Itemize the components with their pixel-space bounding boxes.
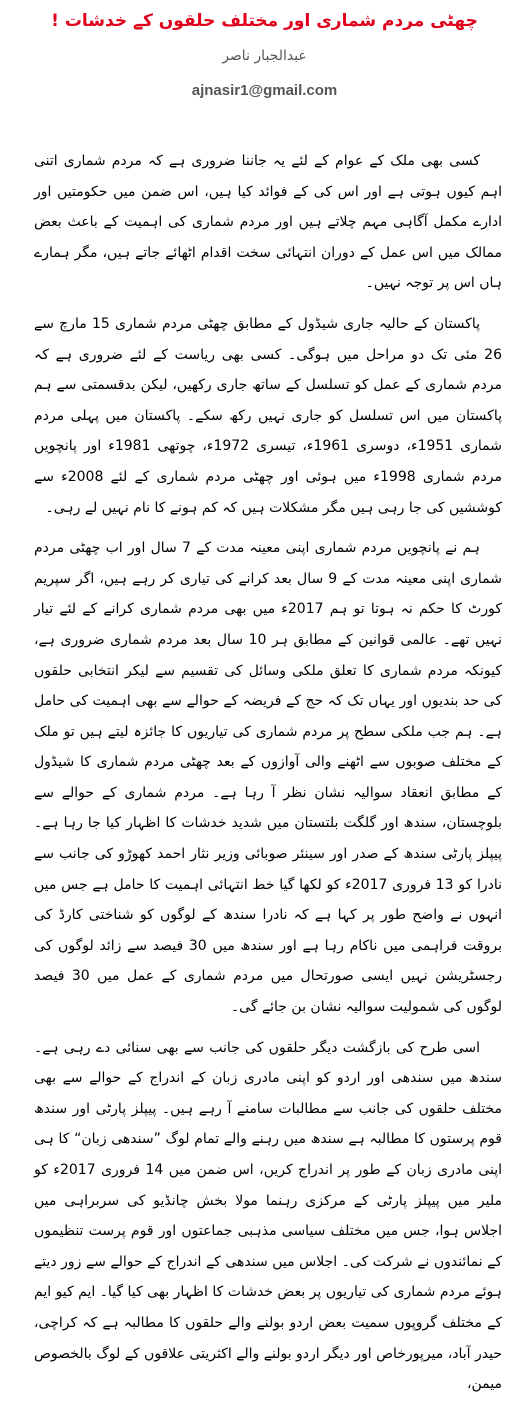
author-email: ajnasir1@gmail.com [191,82,338,99]
article-paragraph: اسی طرح کی بازگشت دیگر حلقوں کی جانب سے بھی سنائی دے رہی ہے۔ سندھ میں سندھی اور اردو کو اپنی مادری زبان کے اندراج کے حوالے سے بھی مختلف حلقوں کی جانب سے مطالبات سامنے آ رہے ہیں۔ پیپلز پارٹی اور سندھ قوم پرستوں کا مطالبہ ہے سندھ میں رہنے والے تمام لوگ ”سندھی زبان“ کا ہی اپنی مادری زبان کے طور پر اندراج کریں، اس ضمن میں 14 فروری 2017ء کو ملیر میں پیپلز پارٹی کے مرکزی رہنما مولا بخش چانڈیو کی سربراہی میں اجلاس ہوا، جس میں مختلف سیاسی مذہبی جماعتوں اور قوم پرست تنظیموں کے نمائندوں نے شرکت کی۔ اجلاس میں سندھی کے اندراج کے حوالے سے زور دیتے ہوئے مردم شماری کی تیاریوں پر بعض خدشات کا اظہار بھی کیا گیا۔ ایم کیو ایم کے مختلف گروپوں سمیت بعض اردو بولنے والے حلقوں کا مطالبہ ہے کہ کراچی، حیدر آباد، میرپورخاص اور دیگر اردو بولنے والے اکثریتی علاقوں کے لوگ بالخصوص میمن، [34,1039,503,1393]
article-body [34,146,502,1410]
author-name: عبدالجبار ناصر [222,48,307,64]
article-paragraph: پاکستان کے حالیہ جاری شیڈول کے مطابق چھٹی مردم شماری 15 مارچ سے 26 مئی تک دو مراحل میں ہوگی۔ کسی بھی ریاست کے لئے ضروری ہے کہ مردم شماری کے عمل کو تسلسل کے ساتھ جاری رکھیں، لیکن بدقسمتی سے ہم پاکستان میں اس تسلسل کو جاری نہیں رکھ سکے۔ پاکستان میں پہلی مردم شماری 1951ء، دوسری 1961ء، تیسری 1972ء، چوتھی 1981ء اور پانچویں مردم شماری 1998ء میں ہوئی اور چھٹی مردم شماری کے لئے 2008ء سے کوششیں کی جا رہی ہیں مگر مشکلات ہیں کہ کم ہونے کا نام نہیں لے رہی۔ [34,315,502,516]
article-title: چھٹی مردم شماری اور مختلف حلقوں کے خدشات ! [51,11,478,31]
article-paragraph: ہم نے پانچویں مردم شماری اپنی معینہ مدت کے 7 سال اور اب چھٹی مردم شماری اپنی معینہ مدت کے 9 سال بعد کرانے کی تیاری کر رہے ہیں، اگر سپریم کورٹ کا حکم نہ ہوتا تو ہم 2017ء میں بھی مردم شماری کرانے کے لئے تیار نہیں تھے۔ عالمی قوانین کے مطابق ہر 10 سال بعد مردم شماری ضروری ہے، کیونکہ مردم شماری کا تعلق ملکی وسائل کی تقسیم سے لیکر انتخابی حلقوں کی حد بندیوں اور یہاں تک کہ حج کے فریضہ کے حوالے سے بھی اہمیت کی حامل ہے۔ ہم جب ملکی سطح پر مردم شماری کی تیاریوں کا جائزہ لیتے ہیں تو ملک کے مختلف صوبوں سے اٹھنے والی آوازوں کے بعد چھٹی مردم شماری کا شیڈول کے مطابق انعقاد سوالیہ نشان نظر آ رہا ہے۔ مردم شماری کے حوالے سے بلوچستان، سندھ اور گلگت بلتستان میں شدید خدشات کا اظہار کیا جا رہا ہے۔ پیپلز پارٹی سندھ کے صدر اور سینئر صوبائی وزیر نثار احمد کھوڑو کی جانب سے نادرا کو 13 فروری 2017ء کو لکھا گیا خط انتہائی اہمیت کا حامل ہے جس میں انہوں نے واضح طور پر کہا ہے کہ نادرا سندھ کے لوگوں کو شناختی کارڈ کی بروقت فراہمی میں ناکام رہا ہے اور سندھ میں 30 فیصد سے زائد لوگوں کی رجسٹریشن نہیں ایسی صورتحال میں مردم شماری کے عمل میں 30 فیصد لوگوں کی شمولیت سوالیہ نشان بن جائے گی۔ [34,540,503,1016]
article-paragraph: کسی بھی ملک کے عوام کے لئے یہ جاننا ضروری ہے کہ مردم شماری اتنی اہم کیوں ہوتی ہے اور اس کی کے فوائد کیا ہیں، اس ضمن میں حکومتیں اور ادارے مکمل آگاہی مہم چلاتے ہیں اور مردم شماری کی اہمیت کے باعث بعض ممالک میں اس عمل کے دوران انتہائی سخت اقدام اٹھائے جاتے ہیں، مگر ہمارے ہاں اس پر توجہ نہیں۔ [34,153,502,292]
